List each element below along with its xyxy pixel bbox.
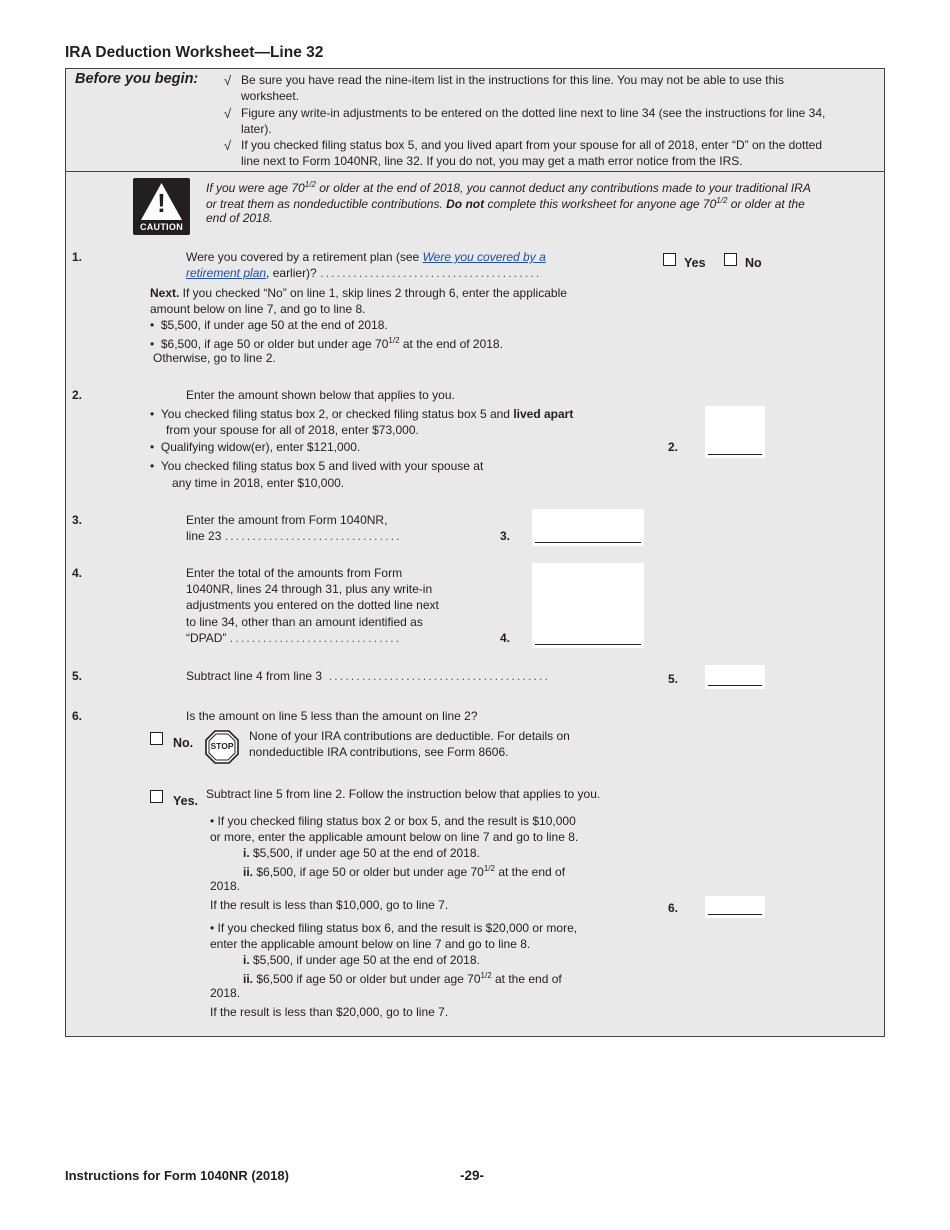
line-6-no-label: No. — [173, 736, 194, 750]
line-3-text: Enter the amount from Form 1040NR, — [186, 513, 388, 527]
line-6-a-line2: or more, enter the applicable amount below on line 7 and go to line 8. — [210, 830, 579, 844]
before-item-3-line2: line next to Form 1040NR, line 32. If you do not, you may get a math error notice from the IRS. — [241, 154, 743, 168]
before-you-begin-label: Before you begin: — [75, 71, 199, 87]
line-5-entry-box[interactable] — [705, 665, 765, 689]
line-6-yes-label: Yes. — [173, 794, 199, 808]
checkmark-icon: √ — [224, 106, 232, 121]
line-6-b-line2: enter the applicable amount below on line 7 and go to line 8. — [210, 937, 531, 951]
line-2-bullet-1-cont: from your spouse for all of 2018, enter $73,000. — [166, 423, 419, 437]
line-2-intro: Enter the amount shown below that applies to you. — [186, 388, 455, 402]
line-2-number: 2. — [72, 388, 83, 402]
line-4-entry-box[interactable] — [532, 563, 644, 648]
line-1-yes-checkbox[interactable] — [663, 253, 676, 266]
line-3-number: 3. — [72, 513, 83, 527]
worksheet-title: IRA Deduction Worksheet—Line 32 — [65, 44, 324, 61]
line-1-bullet-2: • $6,500, if age 50 or older but under age $70^{1/2}$ at the end of 2018. — [150, 336, 503, 351]
retirement-plan-link[interactable]: retirement plan — [186, 266, 267, 280]
caution-icon — [133, 178, 190, 235]
caution-exclamation: ! — [157, 188, 166, 218]
before-item-2-line2: later). — [241, 122, 272, 136]
line-3-text-cont: line 23 ................................ — [186, 529, 402, 543]
stop-sign-label: STOP — [210, 741, 234, 751]
before-item-3-line1: If you checked filing status box 5, and you lived apart from your spouse for all of 2018, enter “D” on the dotted — [241, 138, 822, 152]
line-1-bullet-1: • $5,500, if under age 50 at the end of 2018. — [150, 318, 388, 332]
line-1-no-label: No — [745, 256, 762, 270]
line-6-a-i: i. $5,500, if under age 50 at the end of 2018. — [243, 846, 480, 860]
line-6-no-text-2: nondeductible IRA contributions, see Form 8606. — [249, 745, 509, 759]
checkmark-icon: √ — [224, 138, 232, 153]
line-6-a-year: 2018. — [210, 879, 241, 893]
before-item-1-line1: Be sure you have read the nine-item list in the instructions for this line. You may not be able to use this — [241, 73, 784, 87]
line-6-b-line1: • If you checked filing status box 6, and the result is $20,000 or more, — [210, 921, 578, 935]
line-1-question-cont: retirement plan, earlier)? ........................................ — [186, 266, 542, 280]
line-6-b-i: i. $5,500, if under age 50 at the end of 2018. — [243, 953, 480, 967]
line-4-text-3: adjustments you entered on the dotted line next — [186, 598, 439, 612]
line-1-yes-label: Yes — [684, 256, 706, 270]
line-6-b-year: 2018. — [210, 986, 241, 1000]
before-item-1-line2: worksheet. — [241, 89, 300, 103]
line-6-yes-checkbox[interactable] — [150, 790, 163, 803]
footer-form-title: Instructions for Form 1040NR (2018) — [65, 1168, 289, 1183]
line-2-ref: 2. — [668, 440, 679, 454]
line-1-next-line1: Next. If you checked “No” on line 1, skip lines 2 through 6, enter the applicable — [150, 286, 567, 300]
line-3-entry-box[interactable] — [532, 509, 644, 546]
line-2-bullet-3: • You checked filing status box 5 and lived with your spouse at — [150, 459, 484, 473]
page-number: -29- — [460, 1168, 485, 1183]
line-6-a-less: If the result is less than $10,000, go to line 7. — [210, 898, 449, 912]
line-1-question: Were you covered by a retirement plan (see Were you covered by a — [186, 250, 546, 264]
line-4-text-2: 1040NR, lines 24 through 31, plus any write-in — [186, 582, 433, 596]
line-1-no-checkbox[interactable] — [724, 253, 737, 266]
caution-text-line1: If you were age $70^{1/2}$ or older at the end of 2018, you cannot deduct any contributions made to your traditional IRA — [206, 180, 811, 195]
line-6-no-text-1: None of your IRA contributions are deductible. For details on — [249, 729, 570, 743]
caution-text-line2: or treat them as nondeductible contributions. Do not complete this worksheet for anyone age $70^{1/2}$ or older at the — [206, 196, 805, 211]
line-6-question: Is the amount on line 5 less than the amount on line 2? — [186, 709, 478, 723]
line-4-ref: 4. — [500, 631, 511, 645]
line-6-ref: 6. — [668, 901, 679, 915]
line-2-entry-box[interactable] — [705, 406, 765, 458]
line-2-bullet-2: • Qualifying widow(er), enter $121,000. — [150, 440, 361, 454]
line-4-number: 4. — [72, 566, 83, 580]
line-6-a-line1: • If you checked filing status box 2 or box 5, and the result is $10,000 — [210, 814, 576, 828]
before-item-2-line1: Figure any write-in adjustments to be entered on the dotted line next to line 34 (see the instructions for line 34, — [241, 106, 826, 120]
line-3-ref: 3. — [500, 529, 511, 543]
line-6-number: 6. — [72, 709, 83, 723]
retirement-plan-link[interactable]: Were you covered by a — [422, 250, 546, 264]
line-1-next-line2: amount below on line 7, and go to line 8. — [150, 302, 366, 316]
line-6-entry-box[interactable] — [705, 896, 765, 918]
line-5-text: Subtract line 4 from line 3 ........................................ — [186, 669, 551, 683]
line-4-text-5: “DPAD” ............................... — [186, 631, 402, 645]
line-6-no-checkbox[interactable] — [150, 732, 163, 745]
line-5-number: 5. — [72, 669, 83, 683]
line-6-yes-intro: Subtract line 5 from line 2. Follow the instruction below that applies to you. — [206, 787, 601, 801]
line-2-bullet-3-cont: any time in 2018, enter $10,000. — [172, 476, 345, 490]
line-6-a-ii: ii. $6,500, if age 50 or older but under age $70^{1/2}$ at the end of — [243, 864, 566, 879]
line-1-otherwise: Otherwise, go to line 2. — [153, 351, 276, 365]
line-5-ref: 5. — [668, 672, 679, 686]
line-4-text-1: Enter the total of the amounts from Form — [186, 566, 403, 580]
caution-icon-label: CAUTION — [139, 222, 184, 232]
line-1-number: 1. — [72, 250, 83, 264]
line-6-b-ii: ii. $6,500 if age 50 or older but under age $70^{1/2}$ at the end of — [243, 971, 562, 986]
section-divider — [65, 171, 885, 172]
line-6-b-less: If the result is less than $20,000, go to line 7. — [210, 1005, 449, 1019]
checkmark-icon: √ — [224, 73, 232, 88]
caution-text-line3: end of 2018. — [206, 211, 273, 225]
line-2-bullet-1: • You checked filing status box 2, or checked filing status box 5 and lived apart — [150, 407, 574, 421]
line-4-text-4: to line 34, other than an amount identified as — [186, 615, 423, 629]
